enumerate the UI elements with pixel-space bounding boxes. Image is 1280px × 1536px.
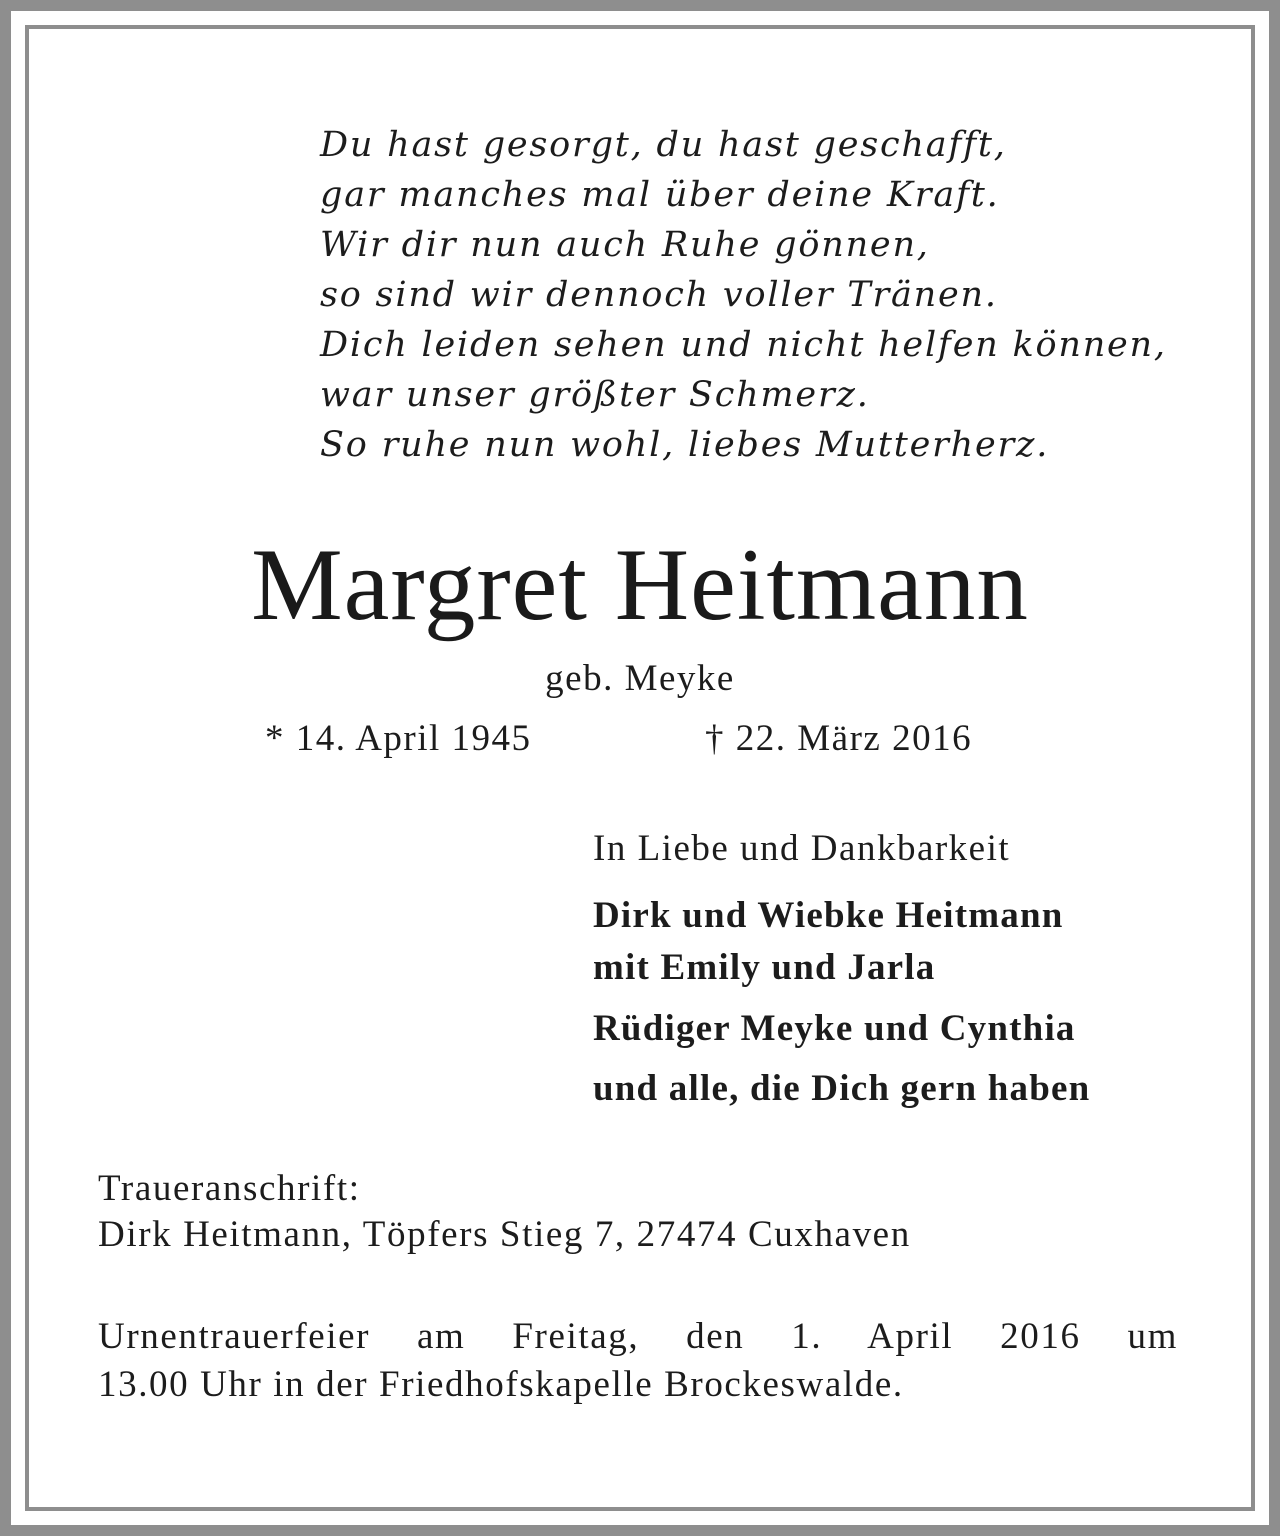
mourning-address — [98, 1166, 911, 1258]
poem-line: gar manches mal über deine Kraft. — [320, 175, 1000, 215]
address-value: Dirk Heitmann, Töpfers Stieg 7, 27474 Cuxhaven — [98, 1214, 911, 1255]
poem — [320, 120, 1167, 470]
poem-line: Dich leiden sehen und nicht helfen können, — [320, 325, 1167, 365]
mourner-line: Dirk und Wiebke Heitmann — [593, 895, 1064, 936]
mourner-line: Rüdiger Meyke und Cynthia — [593, 1008, 1076, 1049]
mourners-intro: In Liebe und Dankbarkeit — [593, 828, 1011, 869]
mourner-line: mit Emily und Jarla — [593, 947, 936, 988]
ceremony-line: 13.00 Uhr in der Friedhofskapelle Brockeswalde. — [98, 1364, 904, 1405]
poem-line: war unser größter Schmerz. — [320, 375, 870, 415]
ceremony-notice — [98, 1313, 1178, 1409]
mourner-line: und alle, die Dich gern haben — [593, 1068, 1091, 1109]
poem-line: Wir dir nun auch Ruhe gönnen, — [320, 225, 930, 265]
poem-line: Du hast gesorgt, du hast geschafft, — [320, 125, 1007, 165]
death-date: † 22. März 2016 — [705, 718, 973, 759]
poem-line: So ruhe nun wohl, liebes Mutterherz. — [320, 425, 1050, 465]
ceremony-line: Urnentrauerfeier am Freitag, den 1. April 2016 um — [98, 1316, 1178, 1357]
poem-line: so sind wir dennoch voller Tränen. — [320, 275, 998, 315]
maiden-name: geb. Meyke — [545, 658, 735, 699]
birth-date: * 14. April 1945 — [265, 718, 532, 759]
deceased-name: Margret Heitmann — [251, 528, 1029, 642]
address-label: Traueranschrift: — [98, 1168, 361, 1209]
